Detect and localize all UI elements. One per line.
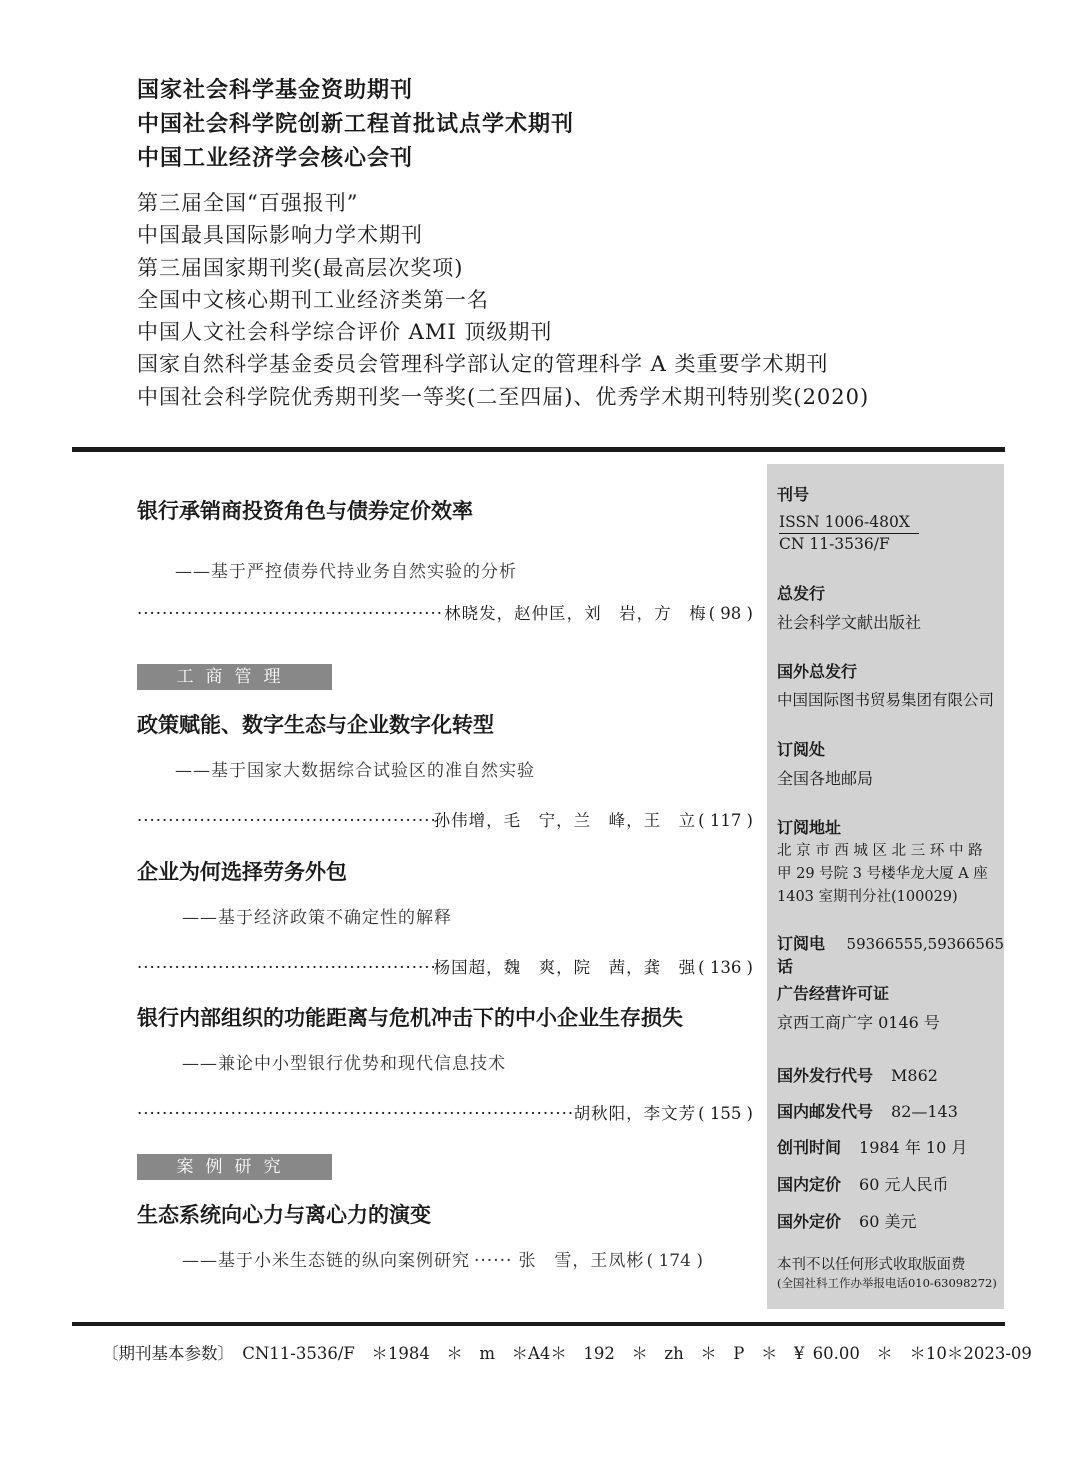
- issn-block: [779, 512, 919, 555]
- article-subtitle: ——兼论中小型银行优势和现代信息技术: [182, 1054, 506, 1074]
- article-page: ( 98 ): [708, 604, 753, 623]
- honor-line: 中国社会科学院优秀期刊奖一等奖(二至四届)、优秀学术期刊特别奖(2020): [137, 384, 870, 409]
- article-page: ( 117 ): [698, 811, 753, 830]
- ad-license-value: 京西工商广字 0146 号: [777, 1013, 940, 1032]
- overseas-distributor-value: 中国国际图书贸易集团有限公司: [777, 691, 995, 709]
- article-byline: [137, 1248, 753, 1274]
- leader-dots: [137, 1101, 574, 1127]
- info-value: 82—143: [891, 1102, 958, 1121]
- address-line: 甲 29 号院 3 号楼华龙大厦 A 座: [777, 866, 988, 882]
- cn-number: CN 11-3536/F: [779, 535, 890, 553]
- article-authors: 杨国超，魏 爽，院 茜，龚 强: [433, 958, 697, 977]
- article-subtitle: ——基于严控债券代持业务自然实验的分析: [175, 562, 517, 582]
- article-byline: [137, 808, 753, 834]
- issn-label: 刊号: [777, 485, 810, 504]
- article-byline: [137, 1101, 753, 1127]
- honor-line: 国家自然科学基金委员会管理科学部认定的管理科学 A 类重要学术期刊: [137, 352, 829, 377]
- honor-line: 中国最具国际影响力学术期刊: [137, 223, 423, 248]
- article-page: ( 155 ): [698, 1104, 753, 1123]
- honor-line: 中国人文社会科学综合评价 AMI 顶级期刊: [137, 320, 553, 345]
- article-page: ( 174 ): [646, 1251, 703, 1271]
- distributor-value: 社会科学文献出版社: [777, 613, 922, 632]
- address-value: [777, 840, 1002, 909]
- info-key: 国外发行代号: [777, 1066, 874, 1085]
- article-authors: 胡秋阳，李文芳: [573, 1104, 697, 1123]
- honor-bold-line: 中国工业经济学会核心会刊: [137, 146, 414, 171]
- top-divider: [72, 447, 1005, 452]
- subscription-office-label: 订阅处: [777, 740, 826, 759]
- toc-entry[interactable]: [137, 857, 753, 981]
- overseas-distributor-label: 国外总发行: [777, 662, 858, 681]
- issn-number: ISSN 1006-480X: [779, 512, 919, 534]
- info-row: [777, 1063, 938, 1086]
- subscription-office-value: 全国各地邮局: [777, 769, 874, 788]
- article-title[interactable]: 企业为何选择劳务外包: [137, 860, 347, 884]
- address-line: 1403 室期刊分社(100029): [777, 889, 958, 905]
- honors-bold-list: [137, 74, 574, 176]
- info-value: 60 美元: [859, 1212, 917, 1231]
- no-fee-notice: 本刊不以任何形式收取版面费: [777, 1257, 966, 1273]
- honor-bold-line: 国家社会科学基金资助期刊: [137, 78, 414, 103]
- article-title[interactable]: 银行承销商投资角色与债券定价效率: [137, 499, 473, 523]
- article-byline: [137, 601, 753, 627]
- info-row: [777, 1172, 948, 1195]
- article-title[interactable]: 政策赋能、数字生态与企业数字化转型: [137, 713, 494, 737]
- toc-entry[interactable]: [137, 1003, 753, 1127]
- info-value: M862: [891, 1066, 938, 1085]
- article-subtitle: ——基于小米生态链的纵向案例研究: [182, 1251, 470, 1271]
- info-value: 1984 年 10 月: [859, 1138, 968, 1157]
- article-subtitle: ——基于国家大数据综合试验区的准自然实验: [175, 761, 535, 781]
- info-value: 60 元人民币: [859, 1175, 949, 1194]
- leader-dots: ······: [474, 1251, 513, 1271]
- honor-line: 全国中文核心期刊工业经济类第一名: [137, 287, 489, 312]
- honor-line: 第三届全国“百强报刊”: [137, 191, 359, 215]
- article-byline: [137, 955, 753, 981]
- article-title[interactable]: 生态系统向心力与离心力的演变: [137, 1203, 431, 1227]
- info-key: 国外定价: [777, 1212, 842, 1231]
- article-title[interactable]: 银行内部组织的功能距离与危机冲击下的中小企业生存损失: [137, 1006, 683, 1030]
- article-page: ( 136 ): [698, 958, 753, 977]
- address-line: 北 京 市 西 城 区 北 三 环 中 路: [777, 843, 983, 859]
- toc-entry[interactable]: [137, 710, 753, 834]
- article-authors: 张 雪，王凤彬: [518, 1251, 645, 1271]
- info-key: 国内定价: [777, 1175, 842, 1194]
- section-header-business-management: 工商管理: [137, 664, 332, 690]
- leader-dots: [137, 808, 434, 834]
- info-row: [777, 1099, 958, 1122]
- address-label: 订阅地址: [777, 818, 842, 837]
- phone-row: [777, 931, 1004, 977]
- phone-value: 59366555,59366565: [846, 935, 1004, 953]
- toc-entry[interactable]: [137, 496, 753, 627]
- table-of-contents: [137, 460, 757, 1310]
- info-key: 国内邮发代号: [777, 1102, 874, 1121]
- report-phone-notice: (全国社科工作办举报电话010-63098272): [777, 1276, 997, 1290]
- article-authors: 林晓发，赵仲匡，刘 岩，方 梅: [444, 604, 707, 623]
- phone-label: 订阅电话: [777, 934, 826, 976]
- honor-line: 第三届国家期刊奖(最高层次奖项): [137, 255, 464, 280]
- info-row: [777, 1209, 916, 1232]
- leader-dots: [137, 601, 444, 627]
- info-key: 创刊时间: [777, 1138, 842, 1157]
- article-subtitle: ——基于经济政策不确定性的解释: [182, 908, 452, 928]
- leader-dots: [137, 955, 434, 981]
- article-authors: 孙伟增，毛 宁，兰 峰，王 立: [433, 811, 697, 830]
- journal-parameters: 〔期刊基本参数〕 CN11-3536/F ＊1984 ＊ m ＊A4＊ 192 ＊ zh ＊ P ＊ ¥ 60.00 ＊ ＊10＊2023-09: [102, 1344, 1032, 1363]
- honors-list: [137, 187, 869, 413]
- section-header-case-study: 案例研究: [137, 1154, 332, 1180]
- journal-info-panel: [767, 464, 1004, 1309]
- distributor-label: 总发行: [777, 584, 826, 603]
- ad-license-label: 广告经营许可证: [777, 984, 890, 1003]
- honor-bold-line: 中国社会科学院创新工程首批试点学术期刊: [137, 112, 575, 137]
- info-row: [777, 1135, 967, 1158]
- bottom-divider: [72, 1322, 1005, 1326]
- toc-entry[interactable]: [137, 1200, 753, 1274]
